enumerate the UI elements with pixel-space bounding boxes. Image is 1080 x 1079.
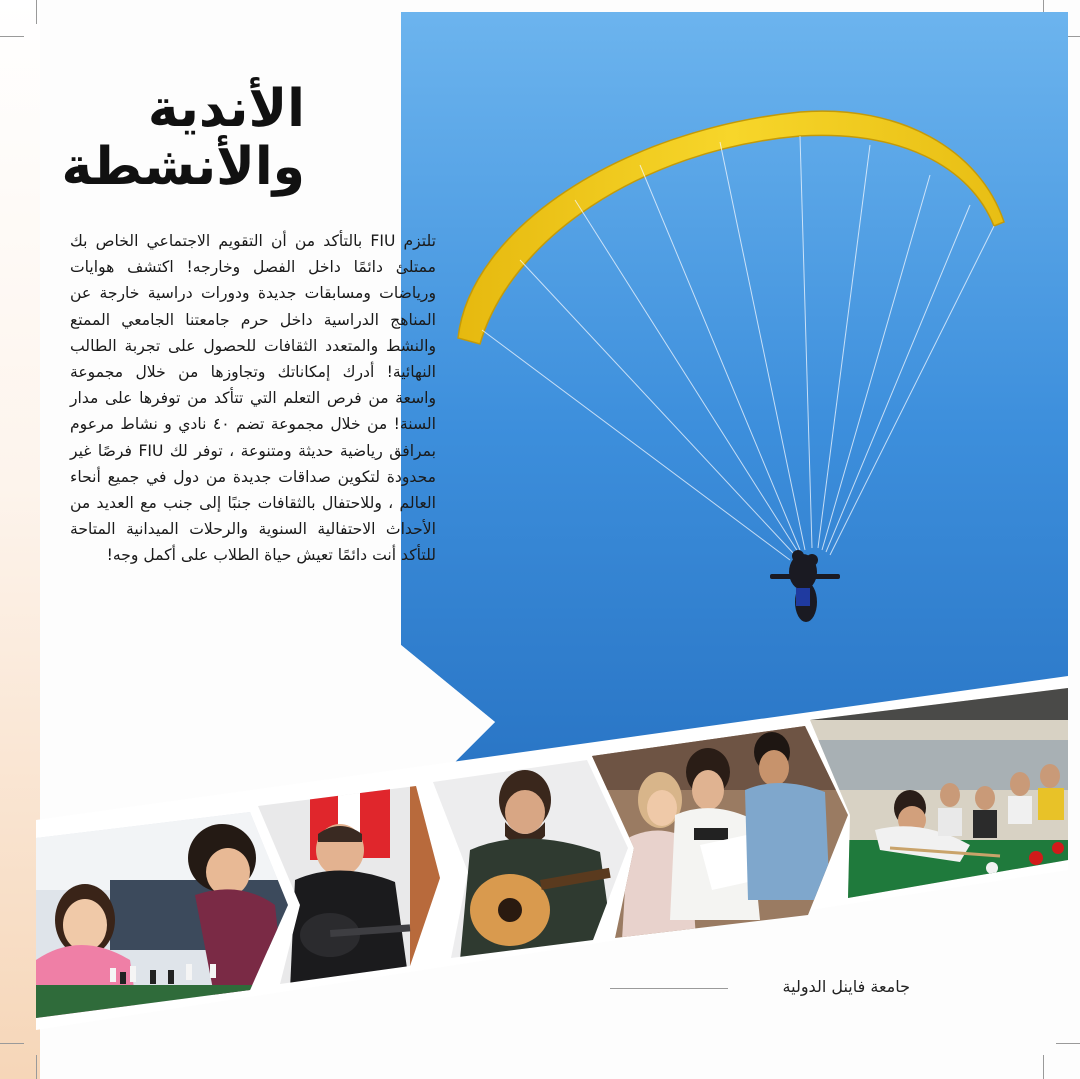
paraglider-photo bbox=[401, 12, 1068, 762]
title-line-1: الأندية bbox=[147, 79, 305, 139]
students-reading-photo bbox=[590, 720, 850, 940]
footer-rule bbox=[610, 988, 728, 989]
footer-university-name: جامعة فاينل الدولية bbox=[782, 977, 910, 996]
title-line-2: والأنشطة bbox=[61, 137, 305, 197]
page-title bbox=[5, 80, 305, 196]
body-paragraph: تلتزم FIU بالتأكد من أن التقويم الاجتماعي الخاص بك ممتلئ دائمًا داخل الفصل وخارجه! اكتشف هوايات ورياضات ومسابقات جديدة ودورات دراسية خارجة عن المناهج الدراسية داخل حرم جامعتنا الجامعي الممتع والنشط والمتعدد الثقافات للحصول على تجربة الطالب النهائية! أدرك إمكاناتك وتجاوزها من خلال مجموعة واسعة من فرص التعلم التي تتأكد من توفرها على مدار السنة! من خلال مجموعة تضم ٤٠ نادي و نشاط مرعوم بمرافق رياضية حديثة ومتنوعة ، توفر لك FIU فرصًا غير محدودة لتكوين صداقات جديدة من دول في جميع أنحاء العالم ، وللاحتفال بالثقافات جنبًا إلى جنب مع العديد من الأحداث الاحتفالية السنوية والرحلات الميدانية المتاحة للتأكد أنت دائمًا تعيش حياة الطلاب على أكمل وجه! bbox=[70, 232, 436, 565]
footer bbox=[610, 977, 910, 999]
